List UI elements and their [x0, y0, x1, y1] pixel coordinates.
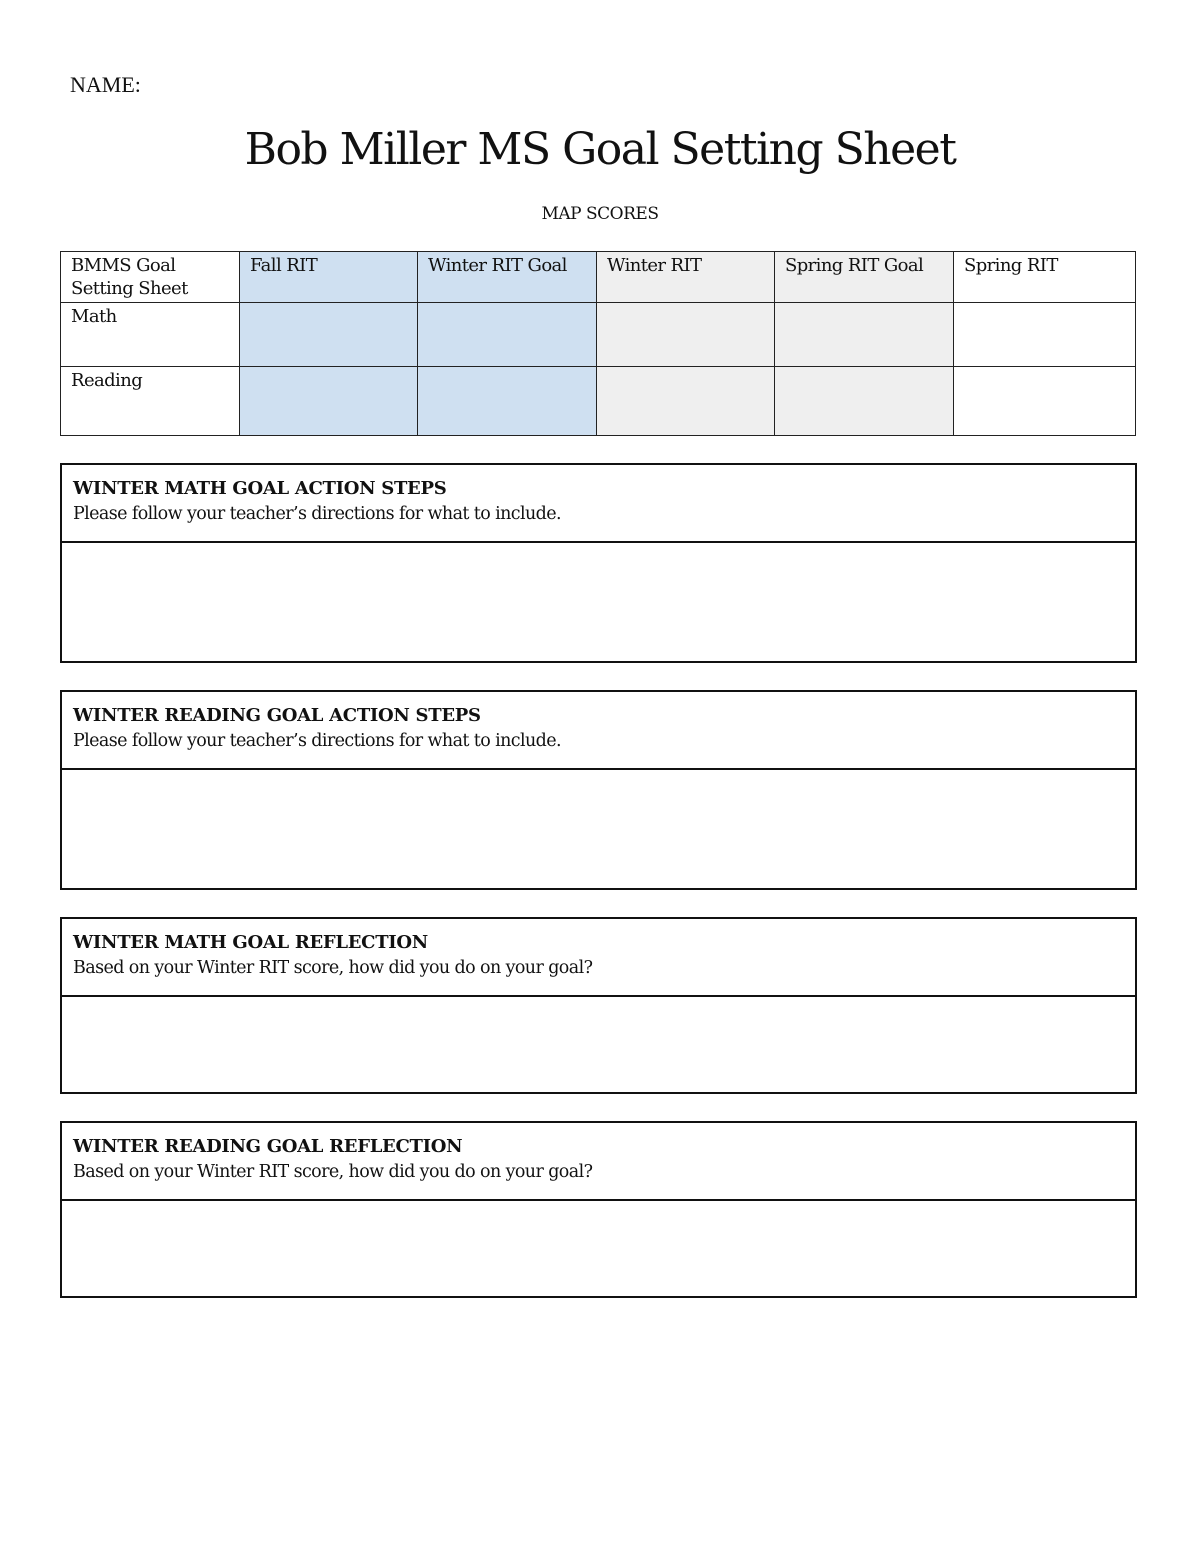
math-action-steps-response-area[interactable]	[62, 543, 1135, 661]
section-title: WINTER MATH GOAL REFLECTION	[73, 932, 428, 953]
math-reflection-response-area[interactable]	[62, 997, 1135, 1092]
section-instruction: Please follow your teacher’s directions for what to include.	[73, 731, 562, 751]
reading-reflection-response-area[interactable]	[62, 1201, 1135, 1296]
section-instruction: Based on your Winter RIT score, how did you do on your goal?	[73, 958, 593, 978]
table-row	[61, 367, 1136, 436]
section-title: WINTER READING GOAL REFLECTION	[73, 1136, 463, 1157]
score-cell[interactable]	[597, 367, 775, 436]
math-reflection-section	[60, 917, 1137, 1094]
section-header	[62, 919, 1135, 997]
reading-action-steps-section	[60, 690, 1137, 890]
page-title: Bob Miller MS Goal Setting Sheet	[244, 124, 956, 175]
section-title: WINTER MATH GOAL ACTION STEPS	[73, 478, 447, 499]
table-row	[61, 303, 1136, 367]
score-cell[interactable]	[240, 303, 418, 367]
column-header: Spring RIT Goal	[775, 252, 954, 303]
section-header	[62, 692, 1135, 770]
table-header-row	[61, 252, 1136, 303]
reading-action-steps-response-area[interactable]	[62, 770, 1135, 888]
section-instruction: Please follow your teacher’s directions for what to include.	[73, 504, 562, 524]
score-cell[interactable]	[418, 303, 597, 367]
name-label: NAME:	[70, 72, 141, 97]
column-header: Winter RIT	[597, 252, 775, 303]
math-action-steps-section	[60, 463, 1137, 663]
column-header: Fall RIT	[240, 252, 418, 303]
score-cell[interactable]	[954, 367, 1136, 436]
map-scores-table	[60, 251, 1136, 436]
row-label: Reading	[61, 367, 240, 436]
section-header	[62, 465, 1135, 543]
score-cell[interactable]	[775, 303, 954, 367]
score-cell[interactable]	[418, 367, 597, 436]
score-cell[interactable]	[240, 367, 418, 436]
section-header	[62, 1123, 1135, 1201]
score-cell[interactable]	[775, 367, 954, 436]
column-header: BMMS Goal Setting Sheet	[61, 252, 240, 303]
reading-reflection-section	[60, 1121, 1137, 1298]
section-instruction: Based on your Winter RIT score, how did you do on your goal?	[73, 1162, 593, 1182]
score-cell[interactable]	[954, 303, 1136, 367]
row-label: Math	[61, 303, 240, 367]
score-cell[interactable]	[597, 303, 775, 367]
column-header: Winter RIT Goal	[418, 252, 597, 303]
map-scores-label: MAP SCORES	[541, 204, 659, 224]
column-header: Spring RIT	[954, 252, 1136, 303]
section-title: WINTER READING GOAL ACTION STEPS	[73, 705, 481, 726]
